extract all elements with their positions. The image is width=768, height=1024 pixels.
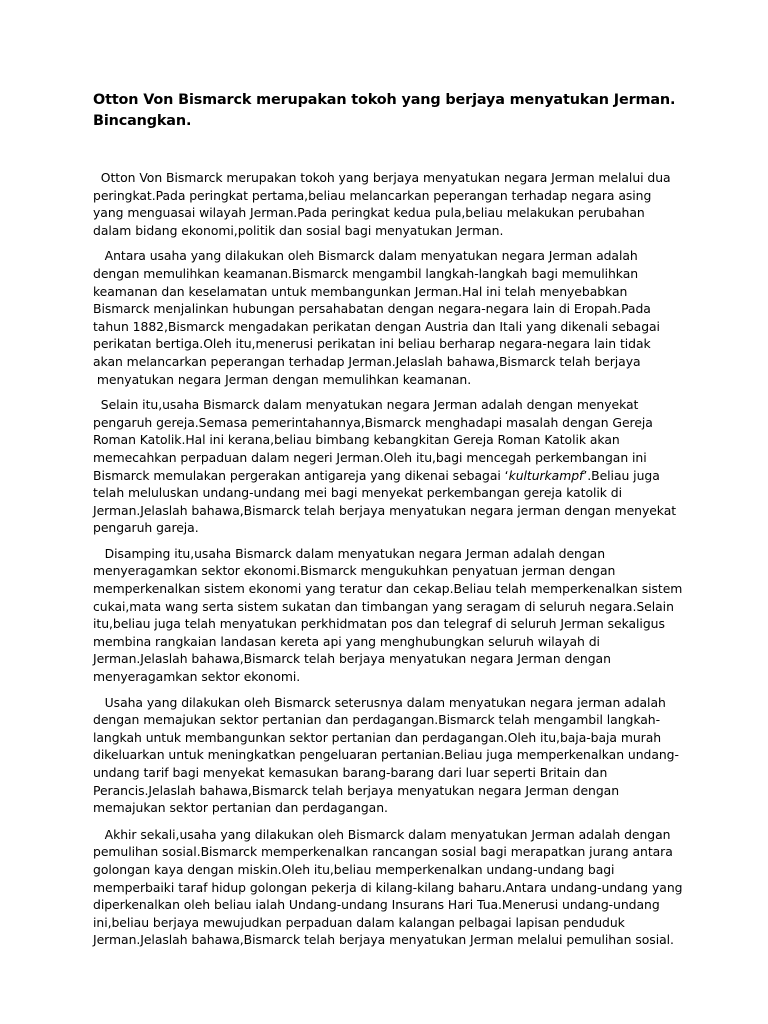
paragraph-pertanian: Usaha yang dilakukan oleh Bismarck seterusnya dalam menyatukan negara jerman adalah dengan memajukan sektor pertanian dan perdagangan.Bismarck telah mengambil langkah-langkah untuk membangunkan sektor pertanian dan perdagangan.Oleh itu,baja-baja murah dikeluarkan untuk meningkatkan pengeluaran pertanian.Beliau juga memperkenalkan undang-undang tarif bagi menyekat kemasukan barang-barang dari luar seperti Britain dan Perancis.Jelaslah bahawa,Bismarck telah berjaya menyatukan negara Jerman dengan memajukan sektor pertanian dan perdagangan. [93,694,679,816]
paragraph-introduction: Otton Von Bismarck merupakan tokoh yang berjaya menyatukan negara Jerman melalui dua peringkat.Pada peringkat pertama,beliau melancarkan peperangan terhadap negara asing yang menguasai wilayah Jerman.Pada peringkat kedua pula,beliau melakukan perubahan dalam bidang ekonomi,politik dan sosial bagi menyatukan Jerman. [93,170,671,238]
essay-body [93,169,683,957]
title-line-1: Otton Von Bismarck merupakan tokoh yang berjaya menyatukan Jerman. [93,92,676,108]
paragraph-gereja [93,396,683,537]
paragraph-sosial: Akhir sekali,usaha yang dilakukan oleh Bismarck dalam menyatukan Jerman adalah dengan pemulihan sosial.Bismarck memperkenalkan rancangan sosial bagi merapatkan jurang antara golongan kaya dengan miskin.Oleh itu,beliau memperkenalkan undang-undang bagi memperbaiki taraf hidup golongan pekerja di kilang-kilang baharu.Antara undang-undang yang diperkenalkan oleh beliau ialah Undang-undang Insurans Hari Tua.Menerusi undang-undang ini,beliau berjaya mewujudkan perpaduan dalam kalangan pelbagai lapisan penduduk Jerman.Jelaslah bahawa,Bismarck telah berjaya menyatukan Jerman melalui pemulihan sosial. [93,826,683,948]
paragraph-keamanan: Antara usaha yang dilakukan oleh Bismarck dalam menyatukan negara Jerman adalah dengan memulihkan keamanan.Bismarck mengambil langkah-langkah bagi memulihkan keamanan dan keselamatan untuk membangunkan Jerman.Hal ini telah menyebabkan Bismarck menjalinkan hubungan persahabatan dengan negara-negara lain di Eropah.Pada tahun 1882,Bismarck mengadakan perikatan dengan Austria dan Itali yang dikenali sebagai perikatan bertiga.Oleh itu,menerusi perikatan ini beliau berharap negara-negara lain tidak akan melancarkan peperangan terhadap Jerman.Jelaslah bahawa,Bismarck telah berjaya menyatukan negara Jerman dengan memulihkan keamanan. [93,248,660,387]
kulturkampf-term: kulturkampf [508,467,584,483]
paragraph-ekonomi: Disamping itu,usaha Bismarck dalam menyatukan negara Jerman adalah dengan menyeragamkan sektor ekonomi.Bismarck mengukuhkan penyatuan jerman dengan memperkenalkan sistem ekonomi yang teratur dan cekap.Beliau telah memperkenalkan sistem cukai,mata wang serta sistem sukatan dan timbangan yang seragam di seluruh negara.Selain itu,beliau juga telah menyatukan perkhidmatan pos dan telegraf di seluruh Jerman sekaligus membina rangkaian landasan kereta api yang menghubungkan seluruh wilayah di Jerman.Jelaslah bahawa,Bismarck telah berjaya menyatukan negara Jerman dengan menyeragamkan sektor ekonomi. [93,545,683,685]
title-line-2: Bincangkan. [93,113,192,129]
paragraph-gereja-text-pre: Selain itu,usaha Bismarck dalam menyatukan negara Jerman adalah dengan menyekat pengaruh gereja.Semasa pemerintahannya,Bismarck menghadapi masalah dengan Gereja Roman Katolik.Hal ini kerana,beliau bimbang kebangkitan Gereja Roman Katolik akan memecahkan perpaduan dalam negeri Jerman.Oleh itu,bagi mencegah perkembangan ini Bismarck memulakan pergerakan antigareja yang dikenai sebagai ‘ [93,397,653,483]
paragraph-gereja-text-post: ’.Beliau juga telah meluluskan undang-undang mei bagi menyekat perkembangan gereja katolik di Jerman.Jelaslah bahawa,Bismarck telah berjaya menyatukan negara jerman dengan menyekat pengaruh gareja. [93,467,677,536]
essay-question-title [93,90,693,132]
